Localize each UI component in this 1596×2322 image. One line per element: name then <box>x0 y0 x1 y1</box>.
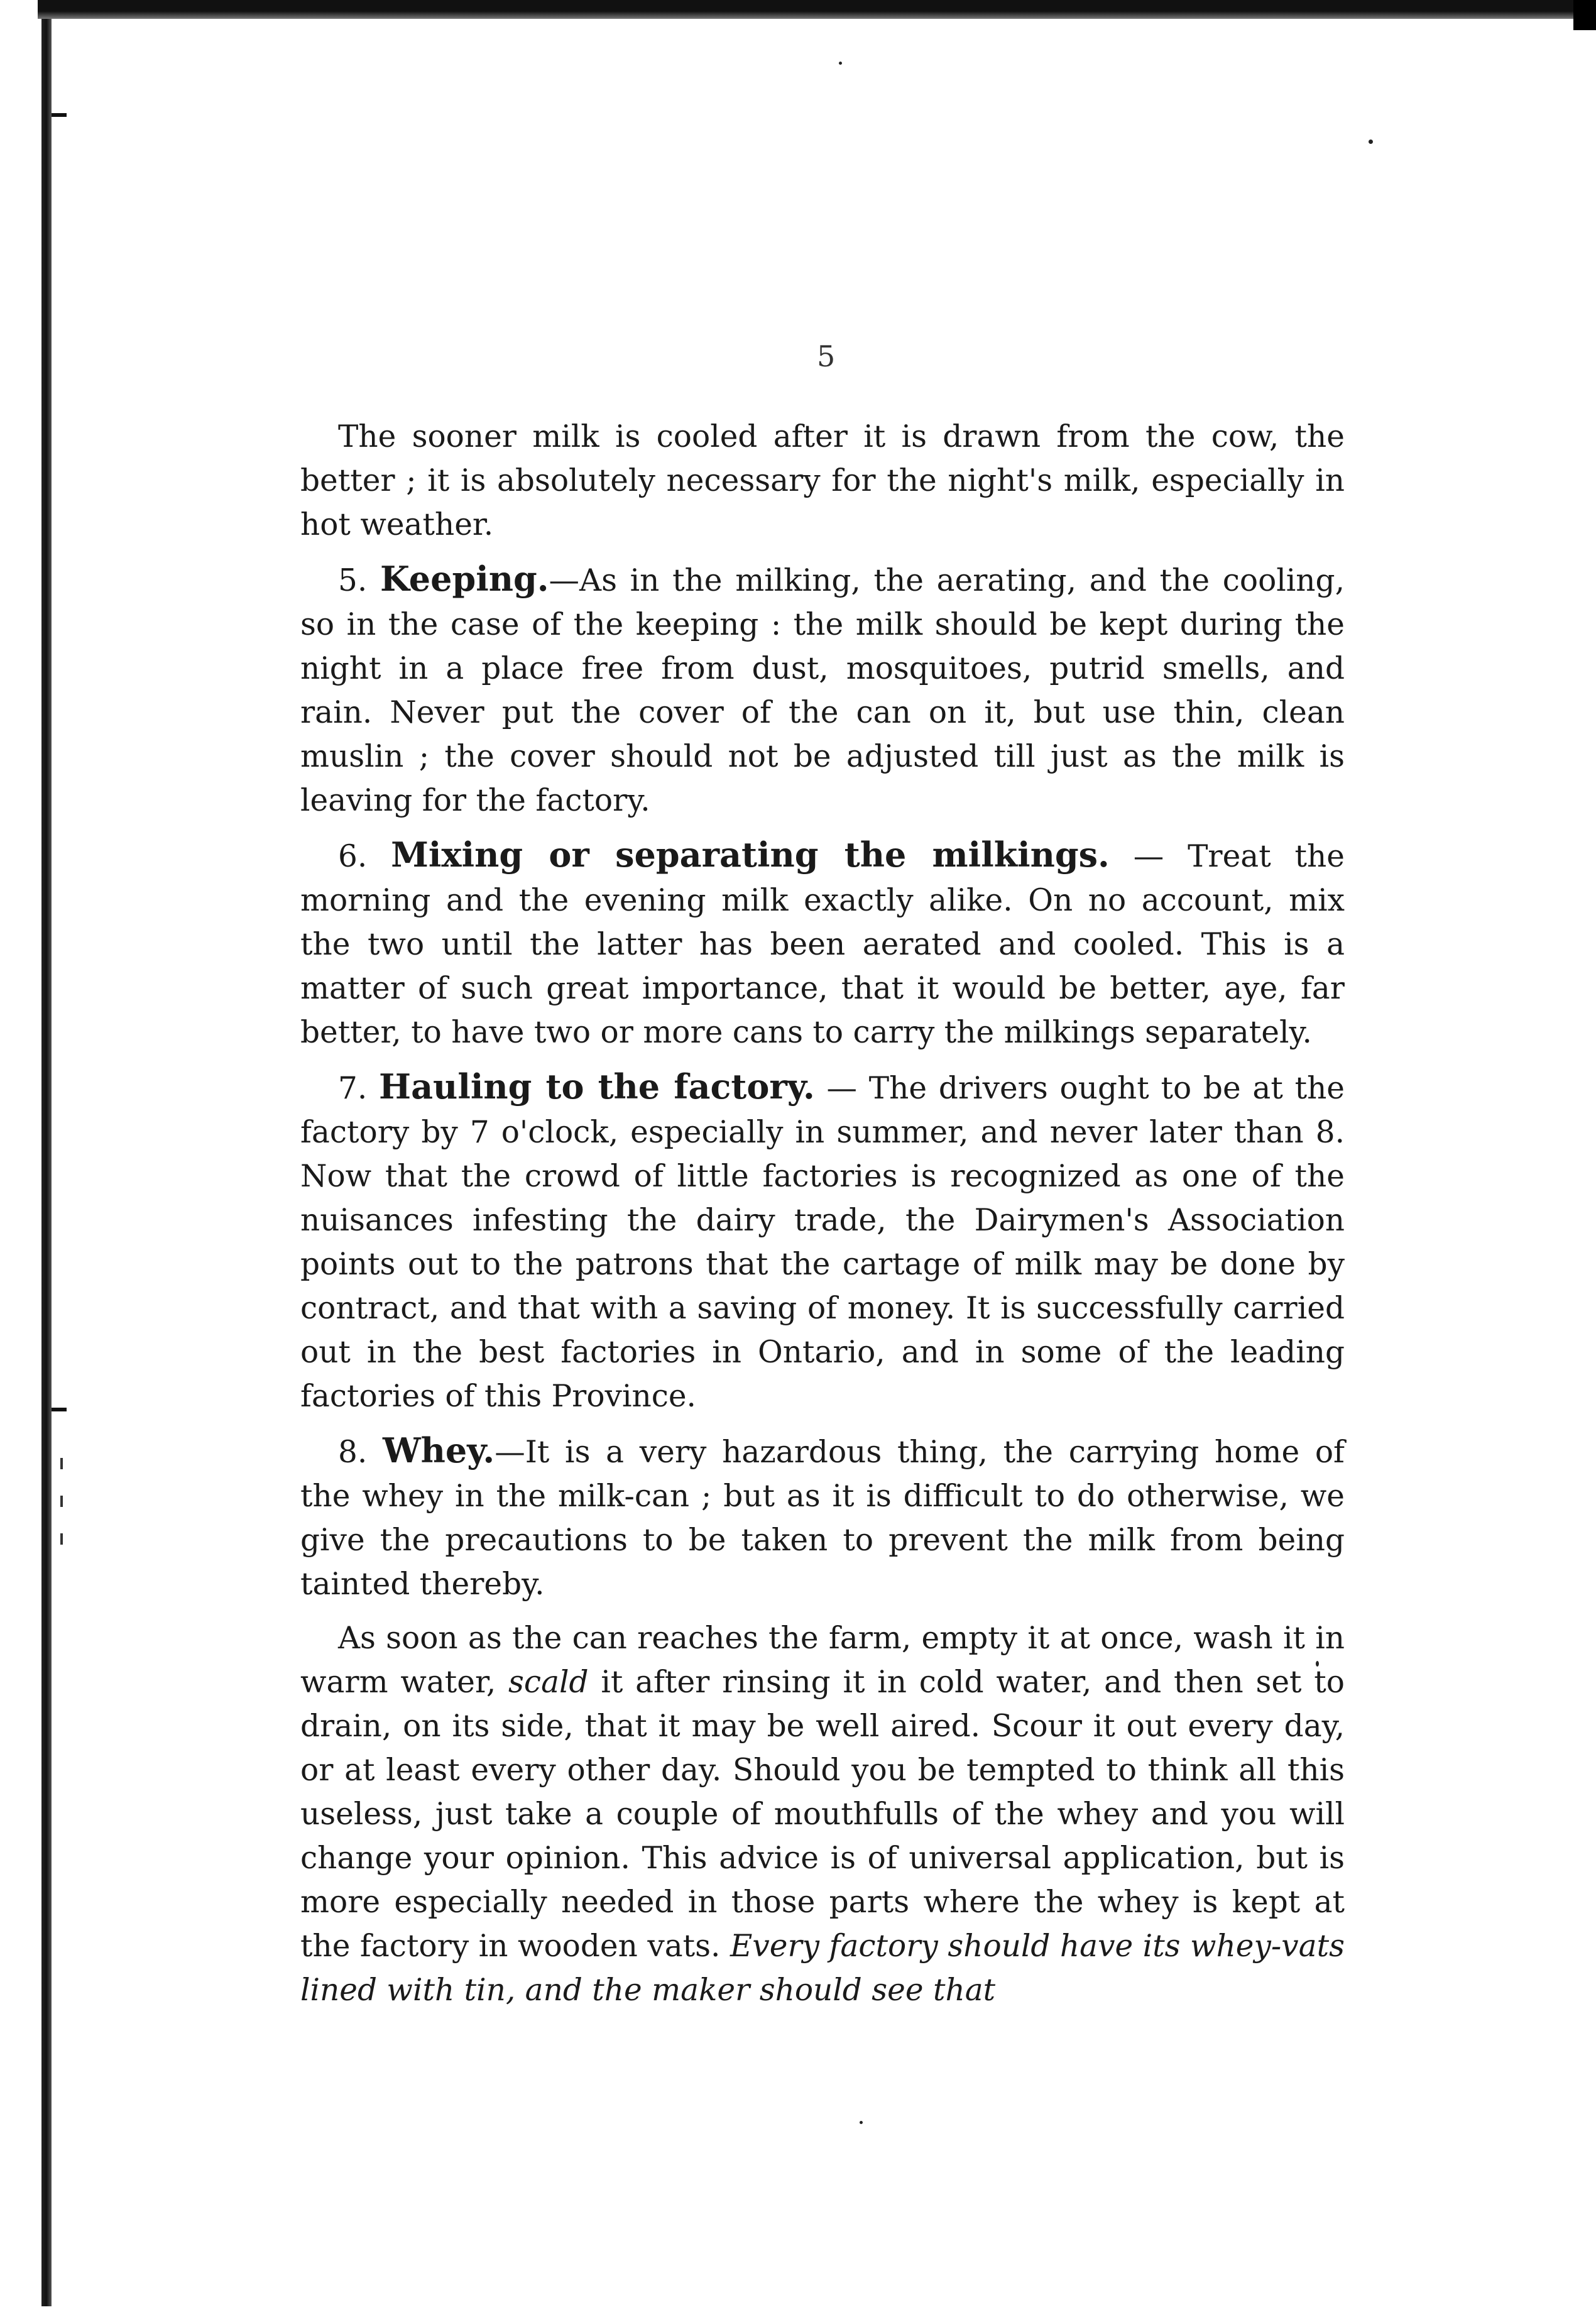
page-number: 5 <box>817 339 836 373</box>
paragraph-text: —As in the milking, the aerating, and the cooling, so in the case of the keeping : the milk should be kept during the night in a place free from dust, mosquitoes, putrid smells, and rain. Never put the cover of the can on it, but use thin, clean muslin ; the cover should not be adjusted till just as the milk is leaving for the factory. <box>300 563 1345 818</box>
left-edge-mark <box>52 113 67 117</box>
paragraph-cooling-end <box>300 415 1345 547</box>
scan-speck <box>1369 140 1373 144</box>
paragraph-whey-continued <box>300 1616 1345 2012</box>
left-edge-fleck <box>60 1533 63 1545</box>
paragraph-keeping <box>300 557 1345 823</box>
paragraph-text: —It is a very hazardous thing, the carrying home of the whey in the milk-can ; but as it is difficult to do otherwise, we give the precautions to be taken to prevent the milk from being tainted thereby. <box>300 1435 1345 1602</box>
left-edge-mark <box>52 1408 67 1411</box>
top-border-corner <box>1573 0 1596 30</box>
section-number: 5. <box>338 563 368 598</box>
paragraph-text: — The drivers ought to be at the factory by 7 o'clock, especially in summer, and never later than 8. Now that the crowd of little factories is recognized as one of the nuisances infesting the dairy trade, the Dairymen's Association points out to the patrons that the cartage of milk may be done by contract, and that with a saving of money. It is successfully carried out in the best factories in Ontario, and in some of the leading factories of this Province. <box>300 1071 1345 1414</box>
paragraph-text: it after rinsing it in cold water, and then set to drain, on its side, that it may be well aired. Scour it out every day, or at least every other day. Should you be tempted to think all this useless, just take a couple of mouthfulls of the whey and you will change your opinion. This advice is of universal application, but is more especially needed in those parts where the whey is kept at the factory in wooden vats. <box>300 1665 1345 1964</box>
page-body <box>300 415 1345 2022</box>
section-heading: Whey. <box>382 1430 495 1470</box>
left-edge-fleck <box>60 1458 63 1469</box>
paragraph-mixing <box>300 833 1345 1054</box>
section-number: 7. <box>338 1071 368 1106</box>
section-heading: Keeping. <box>380 559 549 599</box>
section-number: 6. <box>338 839 368 874</box>
paragraph-whey <box>300 1428 1345 1606</box>
scan-speck <box>860 2121 863 2124</box>
paragraph-text: — Treat the morning and the evening milk exactly alike. On no account, mix the two until the latter has been aerated and cooled. This is a matter of such great importance, that it would be better, aye, far better, to have two or more cans to carry the milkings separately. <box>300 839 1345 1050</box>
paragraph-hauling <box>300 1065 1345 1418</box>
section-number: 8. <box>338 1435 368 1470</box>
emphasis-sentence: Every factory should have its whey-vats lined with tin, and the maker should see that <box>300 1929 1345 2008</box>
section-heading: Mixing or separating the milkings. <box>391 835 1110 875</box>
scan-speck <box>839 62 842 65</box>
left-edge-fleck <box>60 1496 63 1507</box>
top-border-rule <box>38 0 1596 19</box>
emphasis-word: scald <box>508 1665 589 1700</box>
paragraph-text: The sooner milk is cooled after it is drawn from the cow, the better ; it is absolutely necessary for the night's milk, especially in hot weather. <box>300 419 1345 542</box>
paragraph-text: As soon as the can reaches the farm, empty it at once, wash it in warm water, <box>300 1621 1345 1700</box>
section-heading: Hauling to the factory. <box>379 1066 815 1107</box>
left-binding-edge <box>41 19 52 2306</box>
